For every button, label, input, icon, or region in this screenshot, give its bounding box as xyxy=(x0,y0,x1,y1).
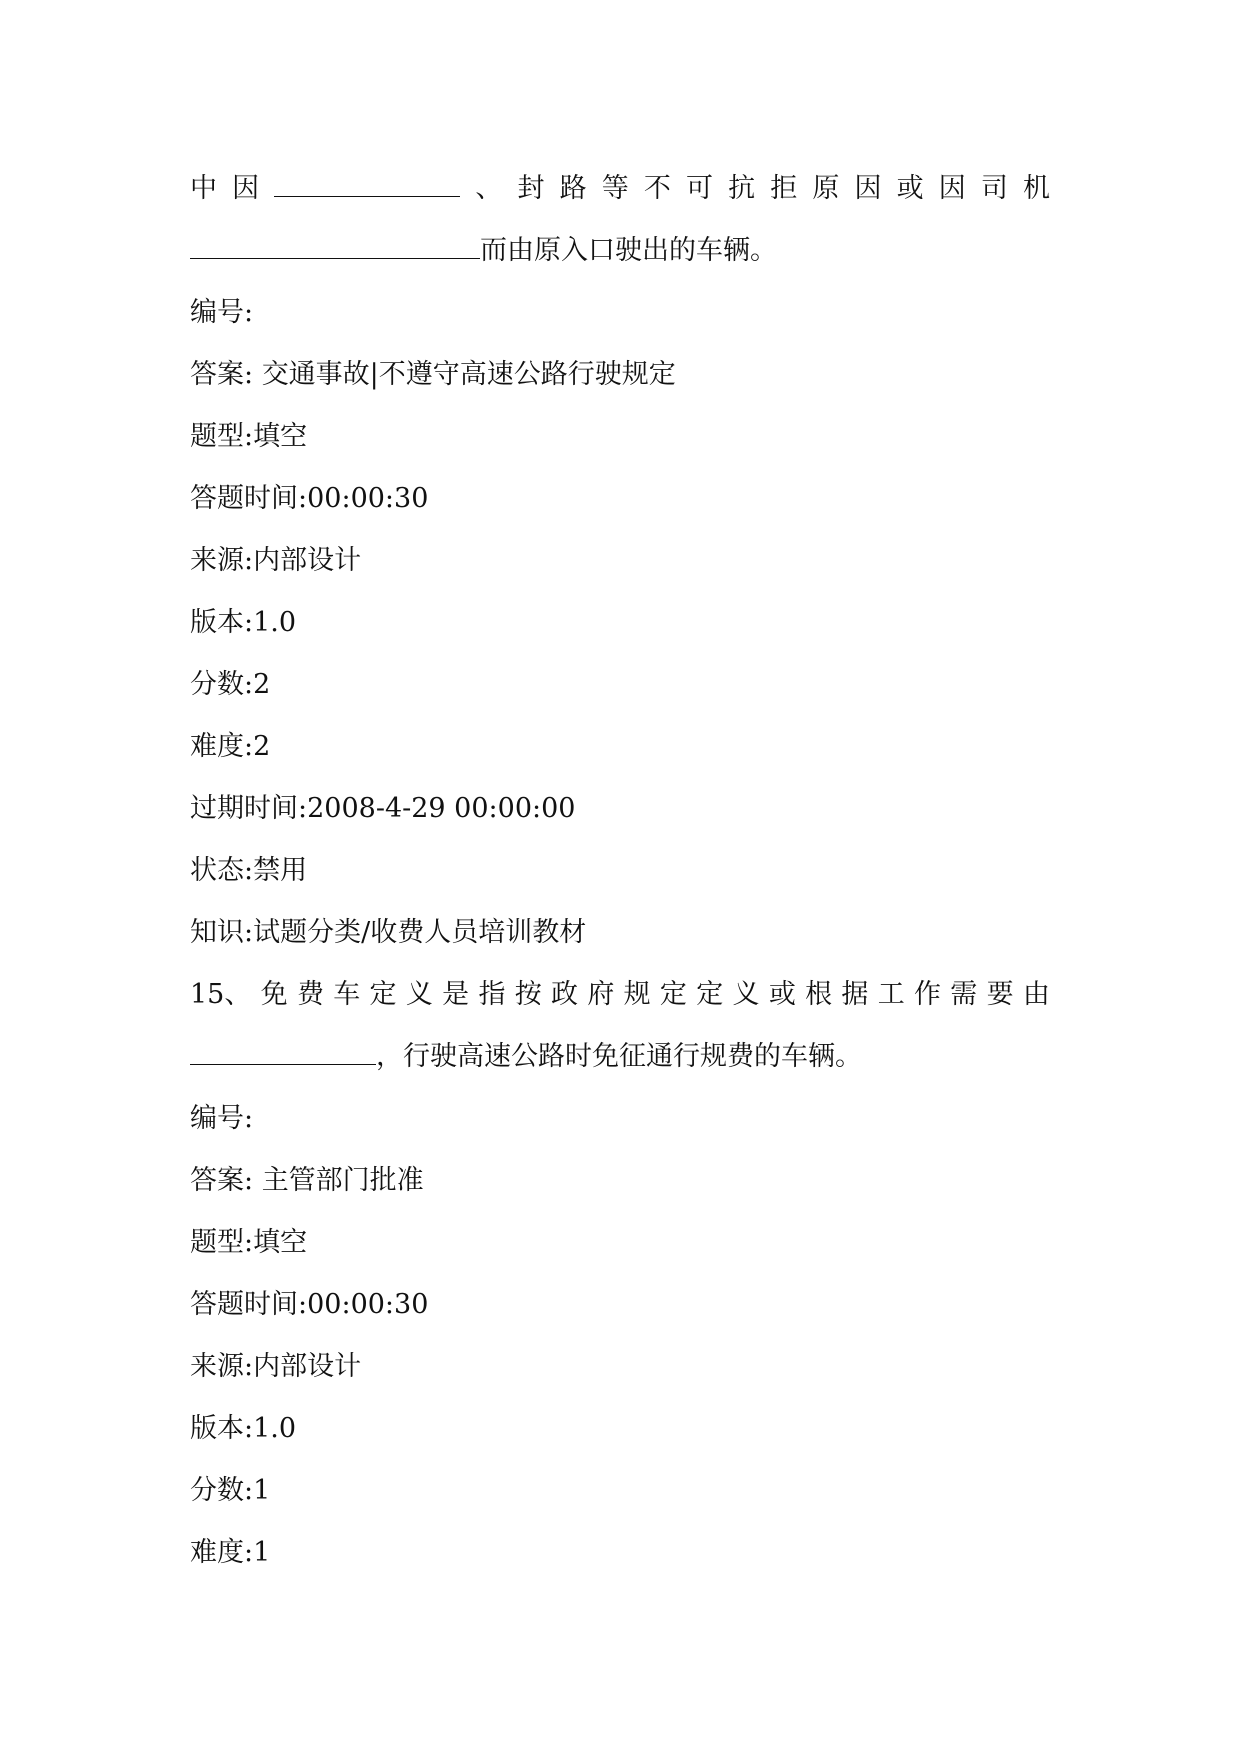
field-number xyxy=(190,296,1050,330)
q15-char: 工 xyxy=(877,979,905,1010)
field-value: 1.0 xyxy=(253,607,297,638)
q15-char: 义 xyxy=(732,979,760,1010)
q14-char: 不 xyxy=(643,173,671,204)
field-label: 题型: xyxy=(190,1227,254,1258)
q15-char: 作 xyxy=(914,979,941,1010)
q15-char: 15、 xyxy=(190,979,252,1010)
q14-char: 中 xyxy=(190,173,217,204)
field-label: 编号: xyxy=(190,297,254,328)
q15-char: 府 xyxy=(587,979,615,1010)
field-label: 知识: xyxy=(190,917,254,948)
field-source xyxy=(190,544,1050,578)
field-value: 主管部门批准 xyxy=(261,1165,424,1196)
q14-char: 可 xyxy=(686,173,713,204)
field-version xyxy=(190,1412,1050,1446)
q14-char: 封 xyxy=(517,173,545,204)
field-value: 交通事故|不遵守高速公路行驶规定 xyxy=(261,359,676,390)
q15-line-2 xyxy=(190,1040,1050,1074)
field-value: 2 xyxy=(253,669,271,700)
q15-char: 按 xyxy=(514,979,542,1010)
fill-blank xyxy=(274,172,460,197)
q15-char: 免 xyxy=(260,979,288,1010)
q15-char: 要 xyxy=(986,979,1014,1010)
field-label: 分数: xyxy=(190,669,254,700)
field-value: 00:00:30 xyxy=(307,483,429,514)
field-expiry xyxy=(190,792,1050,826)
field-number xyxy=(190,1102,1050,1136)
field-value: 禁用 xyxy=(253,855,308,886)
q15-line-1 xyxy=(190,978,1050,1012)
fill-blank xyxy=(190,234,480,259)
q14-line-2 xyxy=(190,234,1050,268)
field-value: 1 xyxy=(253,1475,271,1506)
field-answer-time xyxy=(190,1288,1050,1322)
field-difficulty xyxy=(190,1536,1050,1570)
q15-char: 由 xyxy=(1022,979,1050,1010)
field-value: 2 xyxy=(253,731,271,762)
field-label: 难度: xyxy=(190,1537,254,1568)
field-value: 2008-4-29 00:00:00 xyxy=(307,793,576,824)
q14-line-2-text: 而由原入口驶出的车辆。 xyxy=(480,235,777,266)
q14-char: 因 xyxy=(854,173,882,204)
field-source xyxy=(190,1350,1050,1384)
q15-char: 指 xyxy=(478,979,506,1010)
q14-char: 、 xyxy=(475,173,503,204)
q14-char: 或 xyxy=(896,173,924,204)
q14-char: 机 xyxy=(1023,173,1050,204)
field-value: 00:00:30 xyxy=(307,1289,429,1320)
q14-char: 拒 xyxy=(770,173,798,204)
field-label: 来源: xyxy=(190,1351,254,1382)
q15-char: 定 xyxy=(696,979,724,1010)
field-label: 答题时间: xyxy=(190,483,308,514)
q14-char: 等 xyxy=(601,173,629,204)
q14-char: 因 xyxy=(938,173,966,204)
q15-char: 车 xyxy=(333,979,361,1010)
field-value: 试题分类/收费人员培训教材 xyxy=(253,917,587,948)
field-label: 编号: xyxy=(190,1103,254,1134)
q14-line-1 xyxy=(190,172,1050,206)
q15-char: 或 xyxy=(768,979,796,1010)
field-score xyxy=(190,1474,1050,1508)
q15-char: 根 xyxy=(805,979,833,1010)
field-type xyxy=(190,420,1050,454)
field-knowledge xyxy=(190,916,1050,950)
field-value: 1.0 xyxy=(253,1413,297,1444)
field-answer xyxy=(190,1164,1050,1198)
field-value: 填空 xyxy=(253,1227,308,1258)
field-value: 1 xyxy=(253,1537,271,1568)
field-value: 填空 xyxy=(253,421,308,452)
q14-char: 抗 xyxy=(728,173,756,204)
field-label: 版本: xyxy=(190,607,254,638)
field-answer xyxy=(190,358,1050,392)
field-label: 难度: xyxy=(190,731,254,762)
q15-char: 需 xyxy=(950,979,978,1010)
q15-char: 义 xyxy=(405,979,433,1010)
q15-line-2-text: ，行驶高速公路时免征通行规费的车辆。 xyxy=(376,1041,862,1072)
field-label: 过期时间: xyxy=(190,793,308,824)
field-label: 分数: xyxy=(190,1475,254,1506)
field-label: 答案: xyxy=(190,1165,262,1196)
q15-char: 费 xyxy=(296,979,324,1010)
q15-char: 定 xyxy=(659,979,687,1010)
field-label: 题型: xyxy=(190,421,254,452)
field-answer-time xyxy=(190,482,1050,516)
field-label: 版本: xyxy=(190,1413,254,1444)
field-value: 内部设计 xyxy=(253,1351,362,1382)
field-difficulty xyxy=(190,730,1050,764)
q15-char: 据 xyxy=(841,979,869,1010)
q14-char: 原 xyxy=(812,173,840,204)
q14-char: 司 xyxy=(980,173,1008,204)
field-label: 答案: xyxy=(190,359,262,390)
field-version xyxy=(190,606,1050,640)
q15-char: 规 xyxy=(623,979,651,1010)
field-label: 来源: xyxy=(190,545,254,576)
field-label: 答题时间: xyxy=(190,1289,308,1320)
q14-char: 路 xyxy=(559,173,587,204)
q14-char: 因 xyxy=(232,173,260,204)
field-value: 内部设计 xyxy=(253,545,362,576)
q15-char: 是 xyxy=(442,979,470,1010)
fill-blank xyxy=(190,1040,376,1065)
q15-char: 定 xyxy=(369,979,397,1010)
field-label: 状态: xyxy=(190,855,254,886)
q15-char: 政 xyxy=(551,979,579,1010)
field-score xyxy=(190,668,1050,702)
field-type xyxy=(190,1226,1050,1260)
field-status xyxy=(190,854,1050,888)
